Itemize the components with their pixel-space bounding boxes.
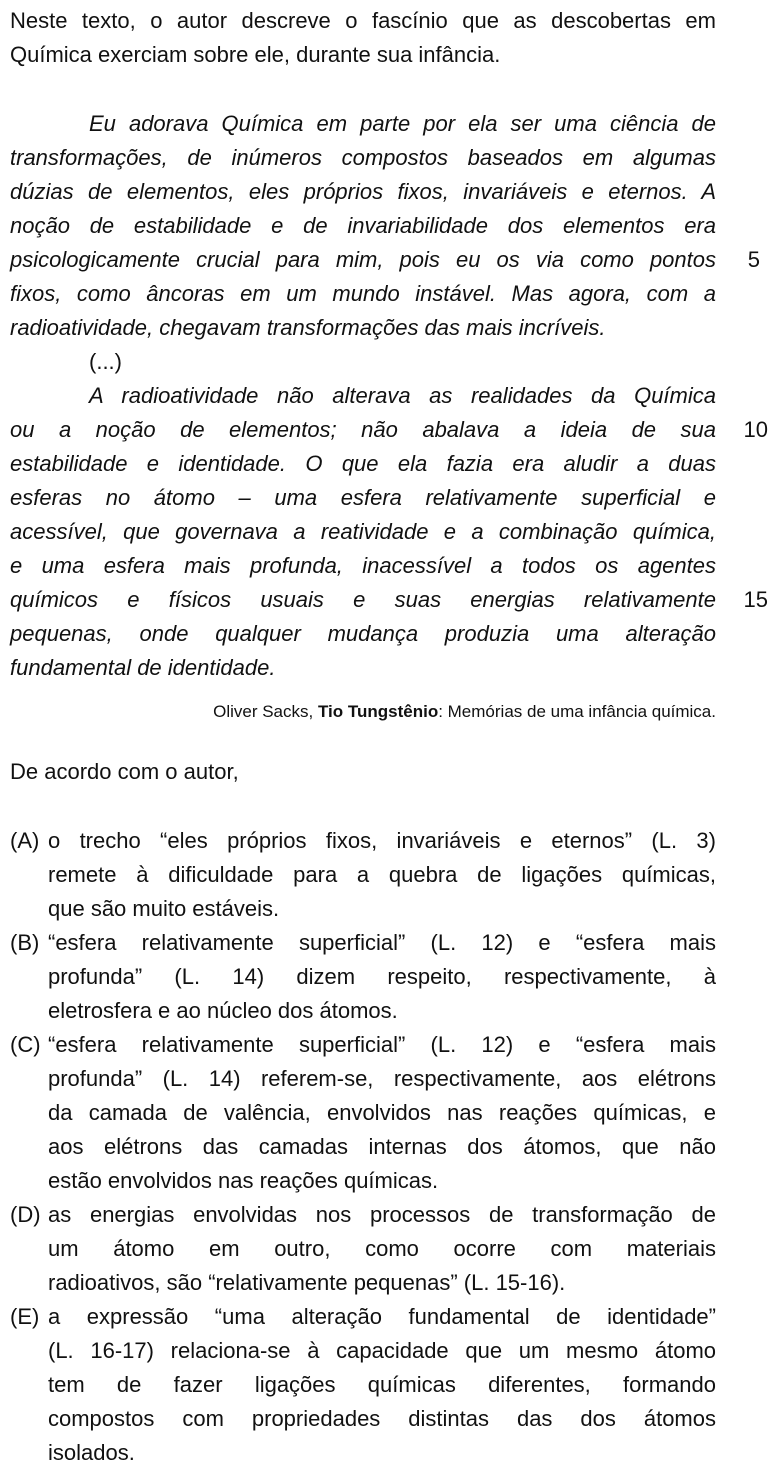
option-c-line-5: estão envolvidos nas reações químicas. xyxy=(48,1168,439,1193)
option-text: a expressão “uma alteração fundamental de identidade” xyxy=(48,1304,716,1329)
line-number-15: 15 xyxy=(743,587,768,612)
option-c-line-3: da camada de valência, envolvidos nas reações químicas, e xyxy=(48,1100,716,1125)
passage-line-4: noção de estabilidade e de invariabilidade dos elementos era xyxy=(10,213,716,238)
option-a[interactable] xyxy=(10,826,716,856)
passage-line-17: fundamental de identidade. xyxy=(10,655,276,680)
passage-line-3: dúzias de elementos, eles próprios fixos, invariáveis e eternos. A xyxy=(10,179,716,204)
passage-line-11: estabilidade e identidade. O que ela fazia era aludir a duas xyxy=(10,451,716,476)
option-text: “esfera relativamente superficial” (L. 12) e “esfera mais xyxy=(48,930,716,955)
citation-subtitle: : Memórias de uma infância química. xyxy=(438,702,716,721)
option-letter: (A) xyxy=(10,828,40,853)
option-b-line-3: eletrosfera e ao núcleo dos átomos. xyxy=(48,998,398,1023)
citation-author: Oliver Sacks, xyxy=(213,702,318,721)
option-b[interactable] xyxy=(10,928,716,958)
option-letter: (E) xyxy=(10,1304,40,1329)
option-e-line-5: isolados. xyxy=(48,1440,135,1465)
passage-line-6: fixos, como âncoras em um mundo instável. Mas agora, com a xyxy=(10,281,716,306)
option-e-line-4: compostos com propriedades distintas das dos átomos xyxy=(48,1406,716,1431)
option-c[interactable] xyxy=(10,1030,716,1060)
option-letter: (B) xyxy=(10,930,40,955)
passage-line-1: Eu adorava Química em parte por ela ser uma ciência de xyxy=(89,111,716,136)
passage-line-5: psicologicamente crucial para mim, pois eu os via como pontos xyxy=(10,247,716,272)
passage-line-9: A radioatividade não alterava as realidades da Química xyxy=(89,383,716,408)
option-c-line-2: profunda” (L. 14) referem-se, respectivamente, aos elétrons xyxy=(48,1066,716,1091)
option-e-line-2: (L. 16-17) relaciona-se à capacidade que um mesmo átomo xyxy=(48,1338,716,1363)
line-number-10: 10 xyxy=(743,417,768,442)
passage-line-16: pequenas, onde qualquer mudança produzia uma alteração xyxy=(10,621,716,646)
passage-line-10: ou a noção de elementos; não abalava a ideia de sua xyxy=(10,417,716,442)
option-c-line-4: aos elétrons das camadas internas dos átomos, que não xyxy=(48,1134,716,1159)
option-e[interactable] xyxy=(10,1302,716,1332)
passage-line-13: acessível, que governava a reatividade e a combinação química, xyxy=(10,519,716,544)
option-letter: (C) xyxy=(10,1032,41,1057)
passage-line-7: radioatividade, chegavam transformações das mais incríveis. xyxy=(10,315,606,340)
option-d-line-2: um átomo em outro, como ocorre com materiais xyxy=(48,1236,716,1261)
option-d[interactable] xyxy=(10,1200,716,1230)
option-a-line-3: que são muito estáveis. xyxy=(48,896,280,921)
passage-line-12: esferas no átomo – uma esfera relativamente superficial e xyxy=(10,485,716,510)
source-citation xyxy=(213,698,716,726)
question-stem: De acordo com o autor, xyxy=(10,759,239,784)
passage-line-14: e uma esfera mais profunda, inacessível a todos os agentes xyxy=(10,553,716,578)
option-letter: (D) xyxy=(10,1202,41,1227)
option-a-line-2: remete à dificuldade para a quebra de ligações químicas, xyxy=(48,862,716,887)
option-text: o trecho “eles próprios fixos, invariáveis e eternos” (L. 3) xyxy=(48,828,716,853)
passage-ellipsis: (...) xyxy=(89,349,122,374)
intro-line-2: Química exerciam sobre ele, durante sua infância. xyxy=(10,42,501,67)
passage-line-2: transformações, de inúmeros compostos baseados em algumas xyxy=(10,145,716,170)
line-number-5: 5 xyxy=(747,247,760,272)
citation-title: Tio Tungstênio xyxy=(317,702,439,721)
option-d-line-3: radioativos, são “relativamente pequenas” (L. 15-16). xyxy=(48,1270,566,1295)
option-text: as energias envolvidas nos processos de transformação de xyxy=(48,1202,716,1227)
option-b-line-2: profunda” (L. 14) dizem respeito, respectivamente, à xyxy=(48,964,716,989)
option-text: “esfera relativamente superficial” (L. 12) e “esfera mais xyxy=(48,1032,716,1057)
intro-line-1: Neste texto, o autor descreve o fascínio que as descobertas em xyxy=(10,8,716,33)
passage-line-15: químicos e físicos usuais e suas energias relativamente xyxy=(10,587,716,612)
option-e-line-3: tem de fazer ligações químicas diferentes, formando xyxy=(48,1372,716,1397)
